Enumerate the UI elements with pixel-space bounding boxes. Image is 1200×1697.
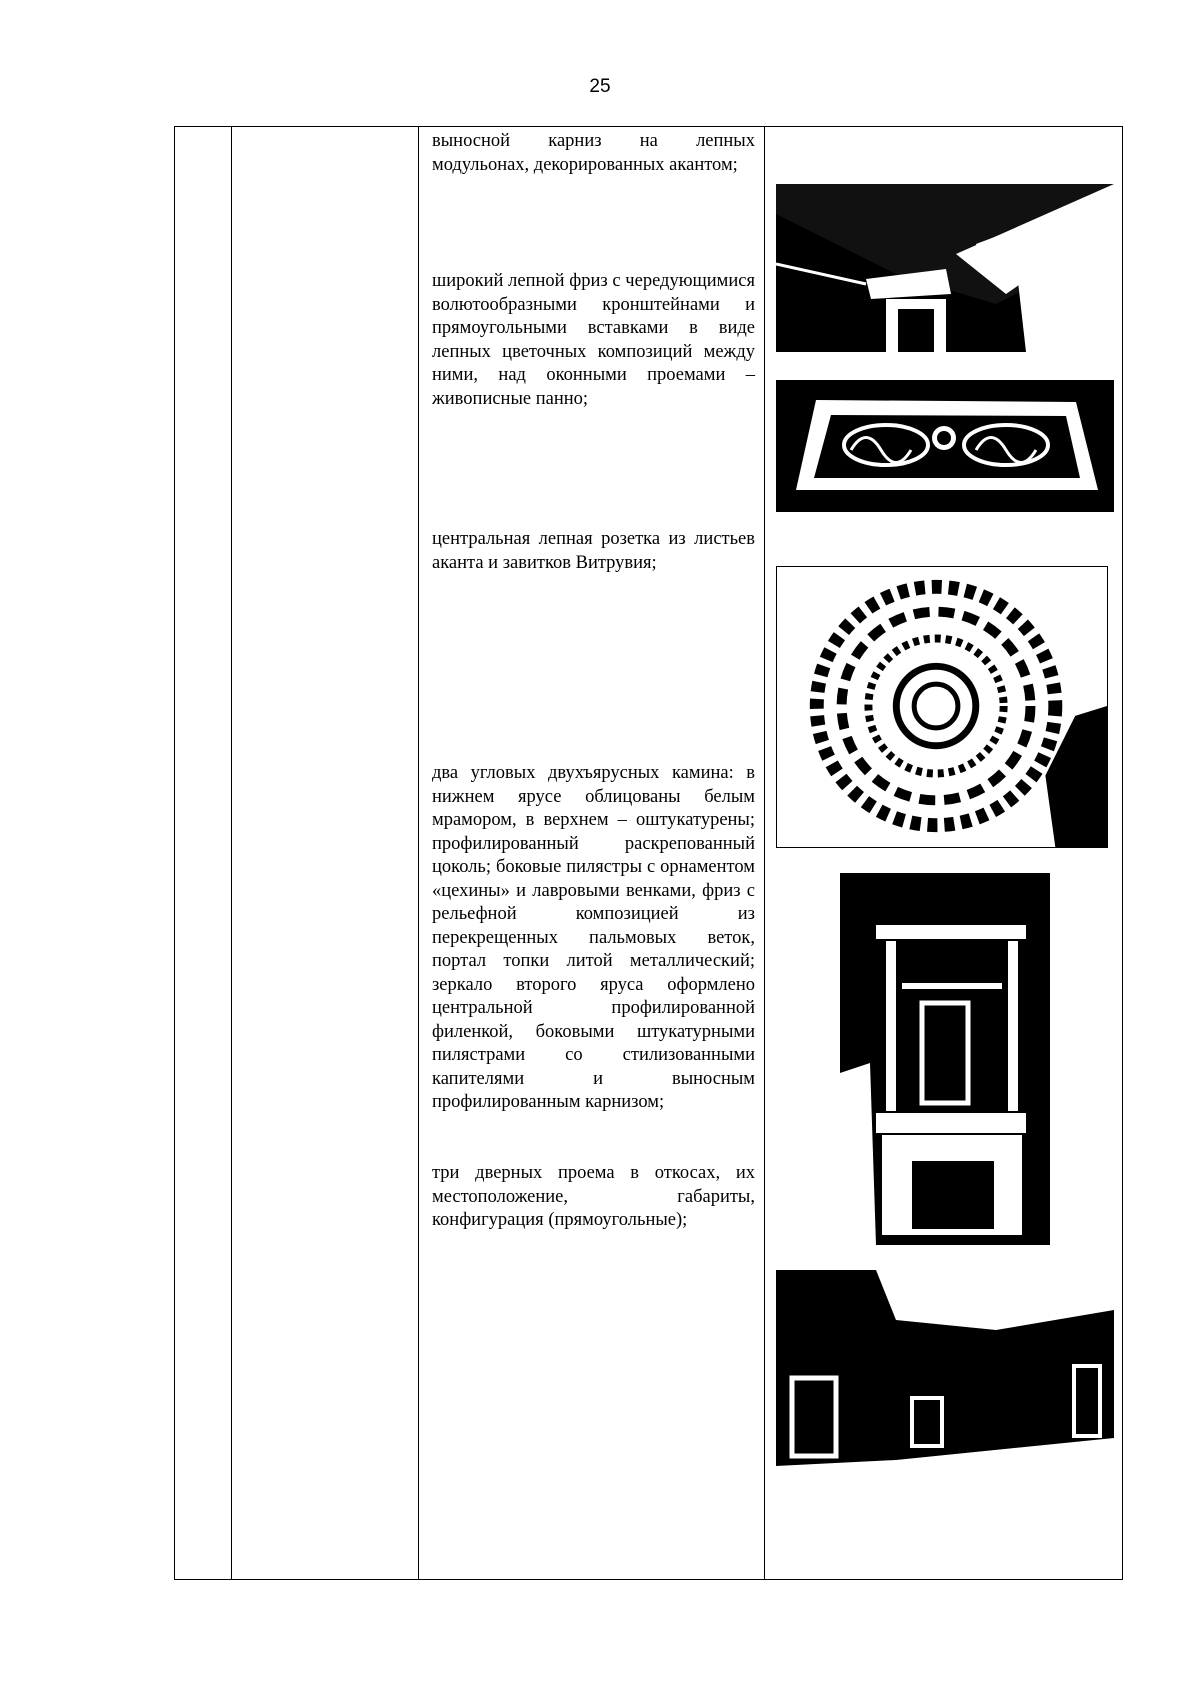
description-rosette: центральная лепная розетка из листьев аканта и завитков Витрувия; <box>432 529 755 573</box>
table-column-divider-3 <box>764 126 765 1580</box>
table-column-divider-2 <box>418 126 419 1580</box>
ceiling-rosette-photo <box>776 566 1108 848</box>
description-frieze: широкий лепной фриз с чередующимися волютообразными кронштейнами и прямоугольными вставками в виде лепных цветочных композиций между ними, над оконными проемами – живописные панно; <box>432 271 755 409</box>
description-fireplaces: два угловых двухъярусных камина: в нижнем ярусе облицованы белым мрамором, в верхнем – оштукатурены; профилированный раскрепованный цоколь; боковые пилястры с орнаментом «цехины» и лавровыми венками, фриз с рельефной композицией из перекрещенных пальмовых веток, портал топки литой металлический; зеркало второго яруса оформлено центральной профилированной филенкой, боковыми штукатурными пилястрами со стилизованными капителями и выносным профилированным карнизом; <box>432 763 755 1112</box>
description-cornice: выносной карниз на лепных модульонах, декорированных акантом; <box>432 131 755 175</box>
page-number: 25 <box>589 76 611 97</box>
door-openings-photo <box>776 1270 1114 1496</box>
description-door-openings: три дверных проема в откосах, их местоположение, габариты, конфигурация (прямоугольные); <box>432 1163 755 1230</box>
fireplace-photo <box>840 873 1050 1245</box>
table-column-divider-1 <box>231 126 232 1580</box>
cornice-photo <box>776 184 1114 352</box>
frieze-panel-photo <box>776 380 1114 512</box>
